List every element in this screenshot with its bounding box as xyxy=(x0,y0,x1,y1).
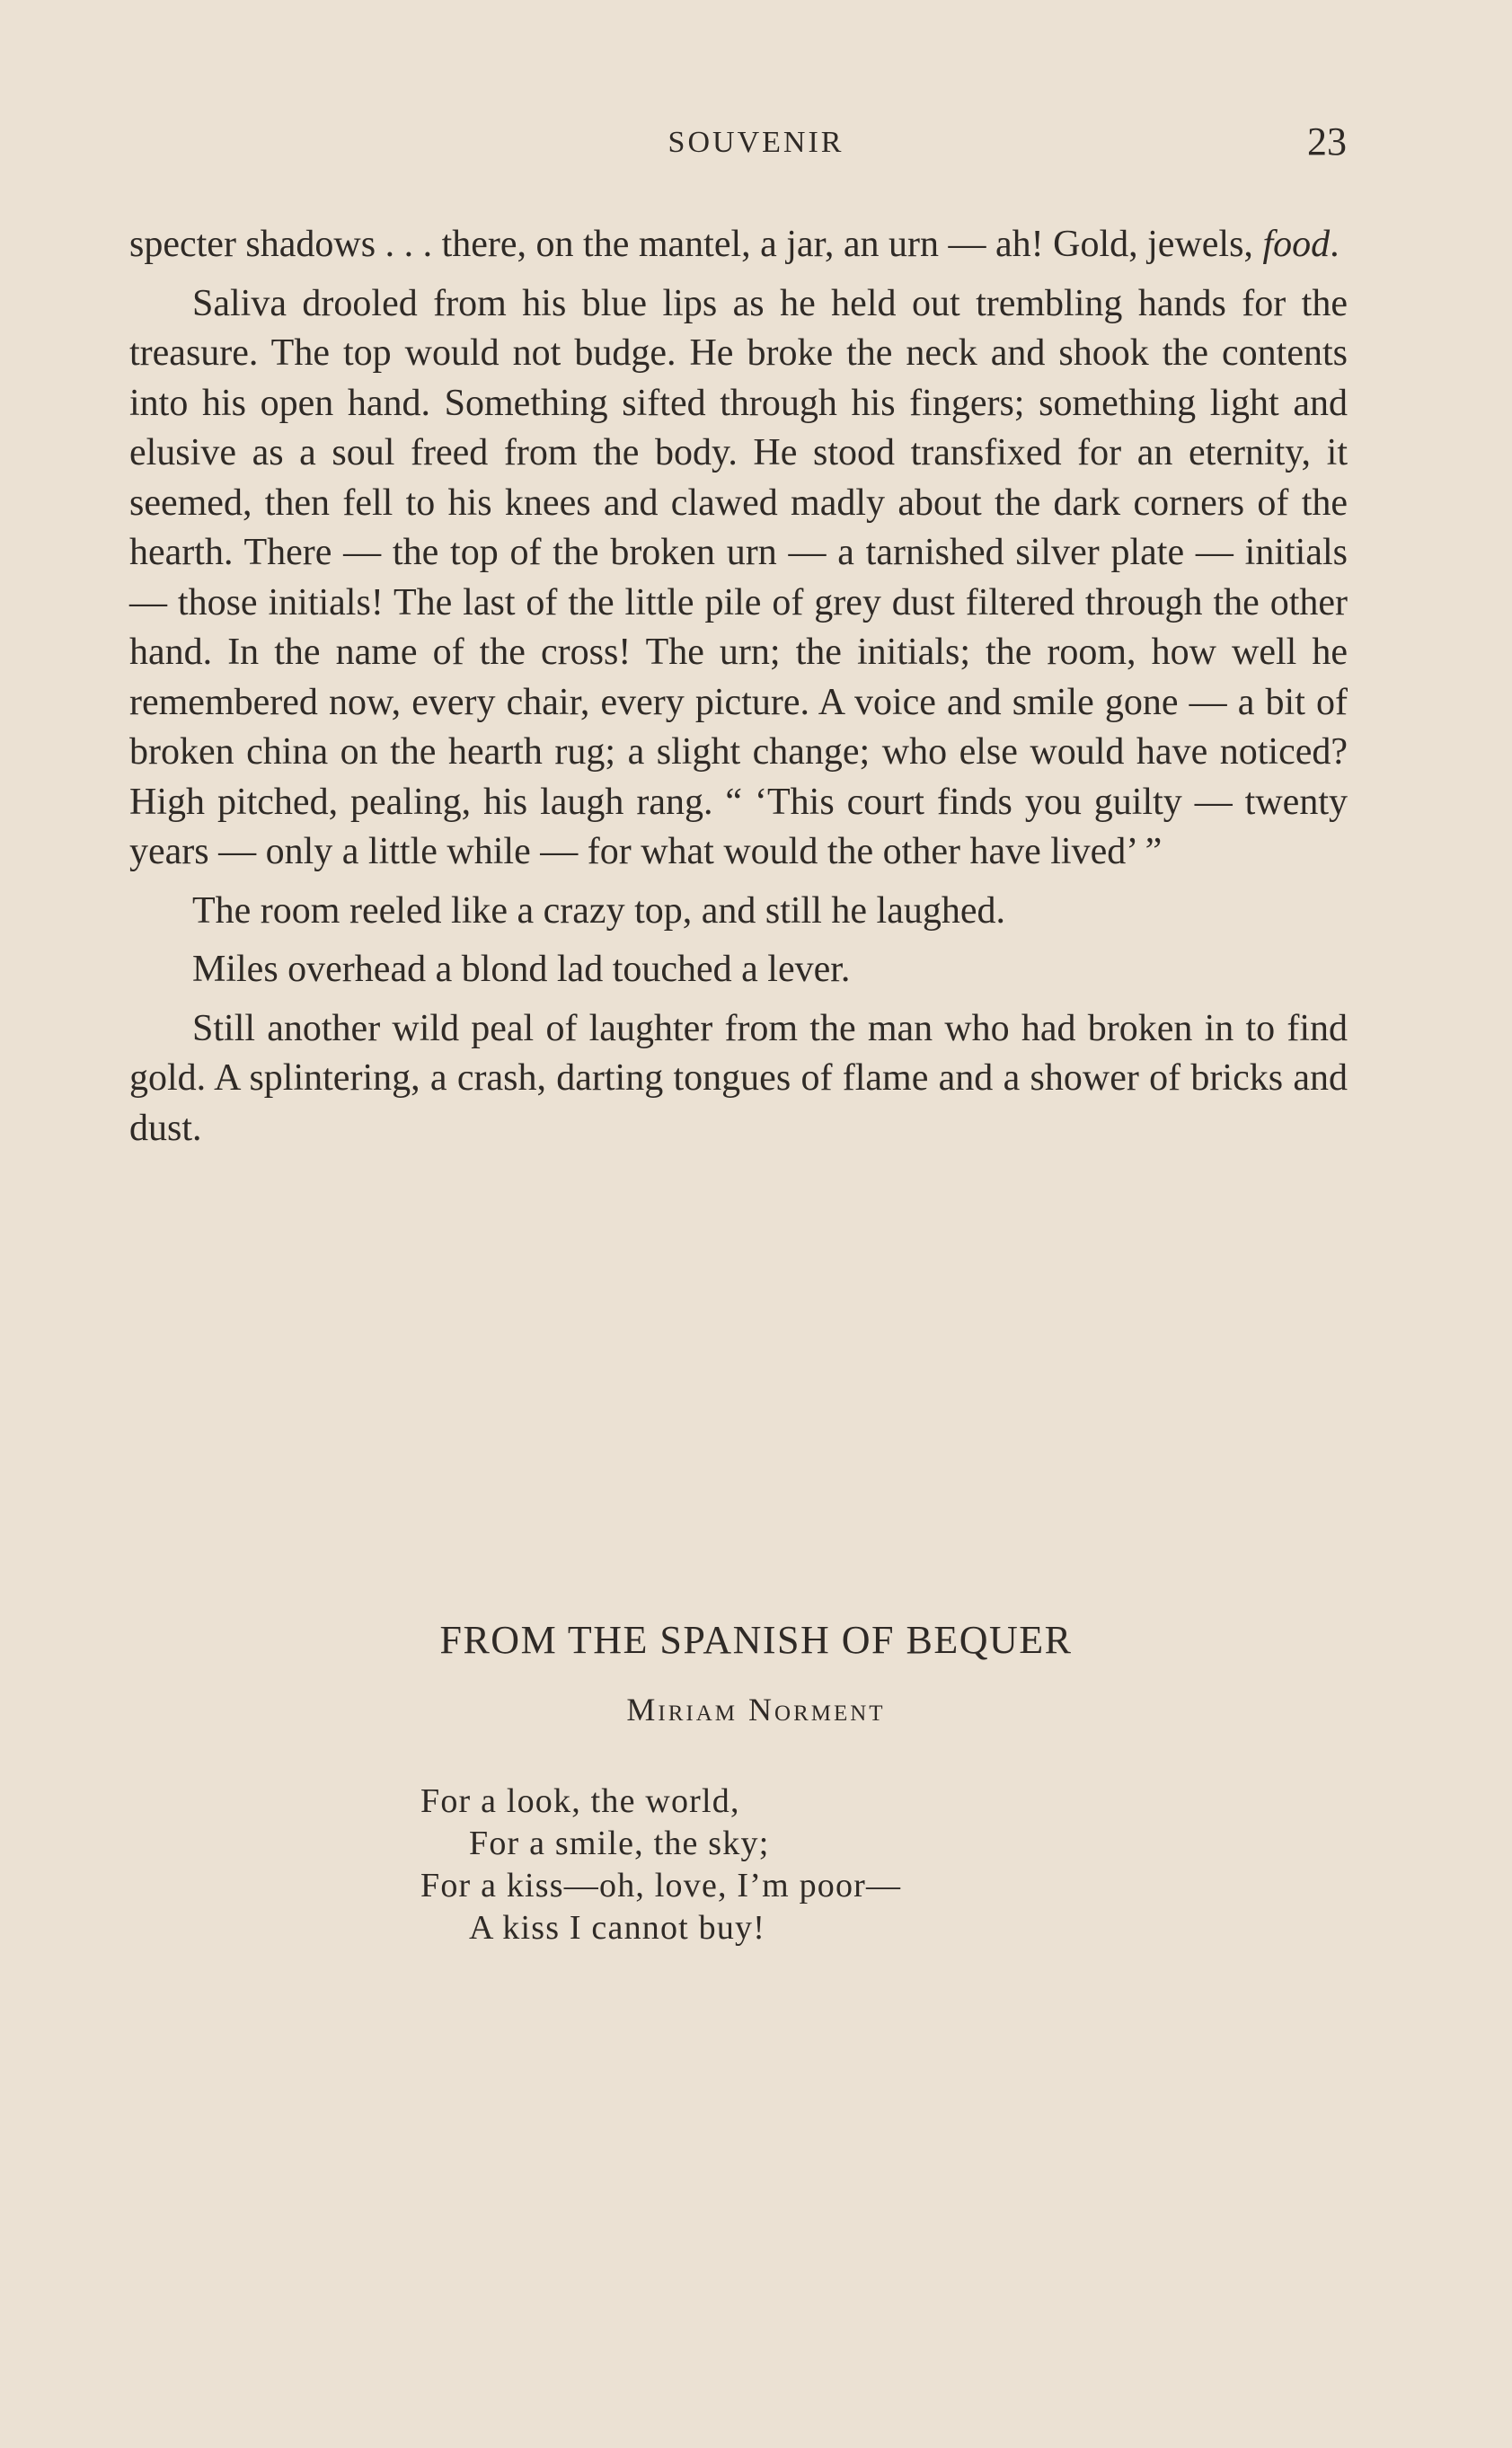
page-number: 23 xyxy=(1307,119,1347,163)
paragraph-5: Still another wild peal of laughter from the man who had broken in to find gold. A splintering, a crash, darting tongues of flame and a shower of bricks and dust. xyxy=(129,1007,1348,1149)
paragraph-1-emphasis: food xyxy=(1262,224,1331,265)
paragraph-1-text: specter shadows . . . there, on the mantel, a jar, an urn — ah! Gold, jewels, xyxy=(129,224,1263,265)
paragraph-1 xyxy=(129,220,1348,270)
poem-line: For a look, the world, xyxy=(420,1782,740,1820)
paragraph-2: Saliva drooled from his blue lips as he held out trembling hands for the treasure. The top would not budge. He broke the neck and shook the contents into his open hand. Something sifted through his fingers; something light and elusive as a soul freed from the body. He stood transfixed for an eternity, it seemed, then fell to his knees and clawed madly about the dark corners of the hearth. There — the top of the broken urn — a tarnished silver plate — initials — those initials! The last of the little pile of grey dust filtered through the other hand. In the name of the cross! The urn; the initials; the room, how well he remembered now, every chair, every picture. A voice and smile gone — a bit of broken china on the hearth rug; a slight change; who else would have noticed? High pitched, pealing, his laugh rang. “ ‘This court finds you guilty — twenty years — only a little while — for what would the other have lived’ ” xyxy=(129,282,1348,872)
paragraph-3: The room reeled like a crazy top, and still he laughed. xyxy=(192,889,1005,932)
poem-line: For a kiss—oh, love, I’m poor— xyxy=(420,1867,902,1904)
poem-line: A kiss I cannot buy! xyxy=(469,1909,766,1947)
paragraph-1-end: . xyxy=(1330,224,1340,265)
poem-stanza xyxy=(420,1781,901,1949)
running-head: SOUVENIR xyxy=(668,126,844,159)
poem-title: FROM THE SPANISH OF BEQUER xyxy=(439,1618,1073,1662)
story-text xyxy=(129,220,1348,1153)
paragraph-4: Miles overhead a blond lad touched a lever. xyxy=(192,949,851,990)
poem-line: For a smile, the sky; xyxy=(469,1825,770,1862)
poem-author: Miriam Norment xyxy=(626,1692,886,1728)
